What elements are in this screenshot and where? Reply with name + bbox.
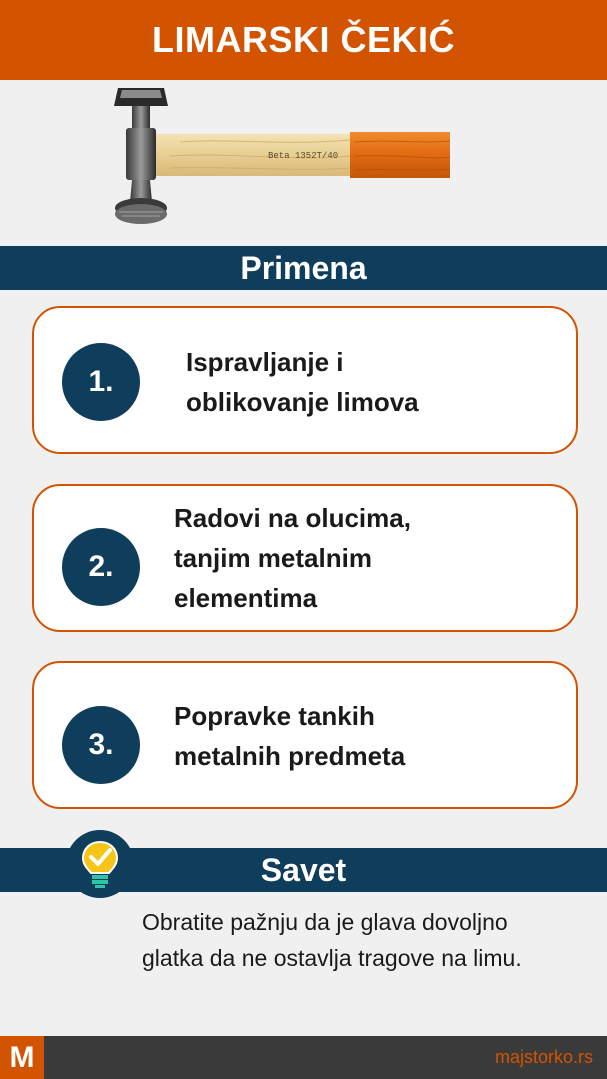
item-text-line: tanjim metalnim <box>174 543 372 573</box>
item-number: 3. <box>62 706 140 784</box>
lightbulb-icon-shape <box>80 839 120 889</box>
list-item <box>32 484 578 632</box>
item-text-line: Radovi na olucima, <box>174 503 411 533</box>
page-title <box>0 0 607 80</box>
brand-logo[interactable]: M <box>0 1036 44 1079</box>
item-text-line: Ispravljanje i <box>186 347 344 377</box>
section-title: Primena <box>240 249 367 286</box>
hammer-illustration <box>110 84 455 234</box>
tip-text <box>142 904 592 976</box>
section-title: Savet <box>260 851 347 888</box>
section-primena <box>0 246 607 290</box>
site-link[interactable]: majstorko.rs <box>494 1047 593 1067</box>
hammer-image <box>110 84 455 234</box>
handle-label: Beta 1352T/40 <box>268 151 339 161</box>
tip-text-line: Obratite pažnju da je glava dovoljno <box>142 909 508 935</box>
item-text <box>174 498 411 618</box>
item-text-line: Popravke tankih <box>174 701 375 731</box>
list-item <box>32 306 578 454</box>
item-number: 2. <box>62 528 140 606</box>
item-text <box>186 342 419 422</box>
lightbulb-check-icon <box>66 830 134 898</box>
list-item <box>32 661 578 809</box>
tip-text-line: glatka da ne ostavlja tragove na limu. <box>142 945 522 971</box>
footer <box>0 1036 607 1079</box>
item-text-line: oblikovanje limova <box>186 387 419 417</box>
item-text <box>174 696 405 776</box>
item-text-line: metalnih predmeta <box>174 741 406 771</box>
item-number: 1. <box>62 343 140 421</box>
title-text: LIMARSKI ČEKIĆ <box>152 19 455 60</box>
item-text-line: elementima <box>174 583 318 613</box>
